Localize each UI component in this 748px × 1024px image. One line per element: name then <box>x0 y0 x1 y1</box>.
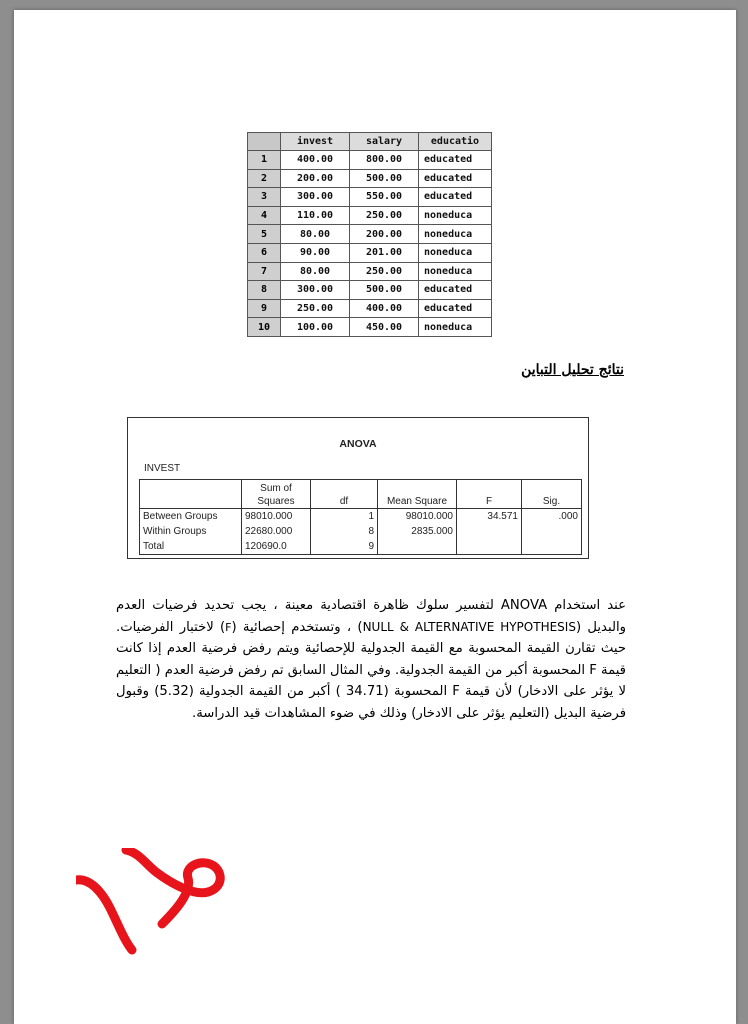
table-row <box>248 318 492 337</box>
cell-df: 8 <box>311 524 378 539</box>
cell-invest: 200.00 <box>281 169 350 188</box>
cell-ss: 98010.000 <box>242 509 311 525</box>
cell-education: educated <box>419 169 492 188</box>
cell-salary: 550.00 <box>350 188 419 207</box>
column-header: salary <box>350 133 419 151</box>
row-number: 2 <box>248 169 281 188</box>
section-heading: نتائج تحليل التباين <box>521 362 624 378</box>
cell-ms <box>378 539 457 555</box>
row-number: 4 <box>248 206 281 225</box>
handwritten-stroke <box>126 850 220 924</box>
cell-sig: .000 <box>522 509 582 525</box>
header-sig: Sig. <box>522 480 582 509</box>
anova-title: ANOVA <box>339 438 377 450</box>
data-table-header <box>248 133 492 151</box>
dependent-variable-label: INVEST <box>144 463 181 474</box>
cell-education: educated <box>419 151 492 170</box>
cell-f: 34.571 <box>457 509 522 525</box>
anova-table <box>139 479 582 555</box>
cell-education: noneduca <box>419 243 492 262</box>
row-number: 6 <box>248 243 281 262</box>
cell-sig <box>522 539 582 555</box>
table-row <box>248 188 492 207</box>
cell-invest: 80.00 <box>281 225 350 244</box>
cell-salary: 800.00 <box>350 151 419 170</box>
row-label: Total <box>140 539 242 555</box>
cell-invest: 300.00 <box>281 188 350 207</box>
cell-ss: 120690.0 <box>242 539 311 555</box>
anova-output-box <box>127 417 589 559</box>
header-df: df <box>311 480 378 509</box>
cell-ms: 98010.000 <box>378 509 457 525</box>
cell-invest: 250.00 <box>281 299 350 318</box>
paragraph-text: ) ، وتستخدم إحصائية ( <box>231 619 363 635</box>
cell-f <box>457 524 522 539</box>
explanation-paragraph <box>116 595 626 724</box>
cell-invest: 300.00 <box>281 281 350 300</box>
anova-term: ANOVA <box>500 598 548 614</box>
table-row <box>248 262 492 281</box>
header-text: Sum of <box>260 483 292 494</box>
row-number: 9 <box>248 299 281 318</box>
row-number: 7 <box>248 262 281 281</box>
table-row <box>248 225 492 244</box>
paragraph-text: عند استخدام <box>547 598 626 614</box>
table-row <box>248 299 492 318</box>
row-label: Within Groups <box>140 524 242 539</box>
column-header: educatio <box>419 133 492 151</box>
anova-corner <box>140 480 242 509</box>
cell-education: educated <box>419 281 492 300</box>
anova-row <box>140 539 582 555</box>
header-f: F <box>457 480 522 509</box>
handwritten-page-number <box>76 848 236 958</box>
paragraph-text: لتفسير سلوك ظاهرة اقتصادية معينة ، يجب تحديد فرضيات العدم والبديل ( <box>116 598 626 635</box>
cell-salary: 450.00 <box>350 318 419 337</box>
cell-df: 9 <box>311 539 378 555</box>
cell-sig <box>522 524 582 539</box>
f-statistic-letter: F <box>225 620 232 634</box>
hypothesis-term: NULL & ALTERNATIVE HYPOTHESIS <box>362 619 576 634</box>
cell-f <box>457 539 522 555</box>
handwritten-stroke <box>76 880 132 950</box>
table-row <box>248 169 492 188</box>
anova-row <box>140 524 582 539</box>
header-text: Squares <box>257 496 295 507</box>
cell-invest: 400.00 <box>281 151 350 170</box>
data-table <box>247 132 492 337</box>
cell-education: educated <box>419 299 492 318</box>
row-number: 1 <box>248 151 281 170</box>
table-row <box>248 151 492 170</box>
cell-salary: 400.00 <box>350 299 419 318</box>
table-row <box>248 281 492 300</box>
column-header: invest <box>281 133 350 151</box>
document-page <box>14 10 736 1024</box>
cell-invest: 90.00 <box>281 243 350 262</box>
cell-salary: 500.00 <box>350 169 419 188</box>
cell-df: 1 <box>311 509 378 525</box>
cell-invest: 100.00 <box>281 318 350 337</box>
anova-row <box>140 509 582 525</box>
cell-salary: 250.00 <box>350 206 419 225</box>
cell-salary: 250.00 <box>350 262 419 281</box>
row-label: Between Groups <box>140 509 242 525</box>
cell-education: educated <box>419 188 492 207</box>
row-number: 5 <box>248 225 281 244</box>
row-number: 8 <box>248 281 281 300</box>
anova-header-row <box>140 480 582 509</box>
table-row <box>248 206 492 225</box>
row-number: 3 <box>248 188 281 207</box>
corner-cell <box>248 133 281 151</box>
header-sum-of-squares <box>242 480 311 509</box>
table-row <box>248 243 492 262</box>
cell-ss: 22680.000 <box>242 524 311 539</box>
cell-salary: 500.00 <box>350 281 419 300</box>
cell-invest: 110.00 <box>281 206 350 225</box>
paragraph-text: ) لاختبار الفرضيات. حيث تقارن القيمة المحسوبة مع القيمة الجدولية للإحصائية ويتم رفض فرضية العدم إذا كانت قيمة F المحسوبة أكبر من القيمة الجدولية. وفي المثال السابق تم رفض فرضية العدم ( التعليم لا يؤثر على الادخار) لأن قيمة F المحسوبة (34.71 ) أكبر من القيمة الجدولية (5.32) وقبول فرضية البديل (التعليم يؤثر على الادخار) وذلك في ضوء المشاهدات قيد الدراسة. <box>116 619 626 721</box>
cell-education: noneduca <box>419 262 492 281</box>
cell-education: noneduca <box>419 318 492 337</box>
cell-invest: 80.00 <box>281 262 350 281</box>
cell-salary: 201.00 <box>350 243 419 262</box>
cell-education: noneduca <box>419 225 492 244</box>
header-mean-square: Mean Square <box>378 480 457 509</box>
cell-ms: 2835.000 <box>378 524 457 539</box>
cell-salary: 200.00 <box>350 225 419 244</box>
row-number: 10 <box>248 318 281 337</box>
cell-education: noneduca <box>419 206 492 225</box>
